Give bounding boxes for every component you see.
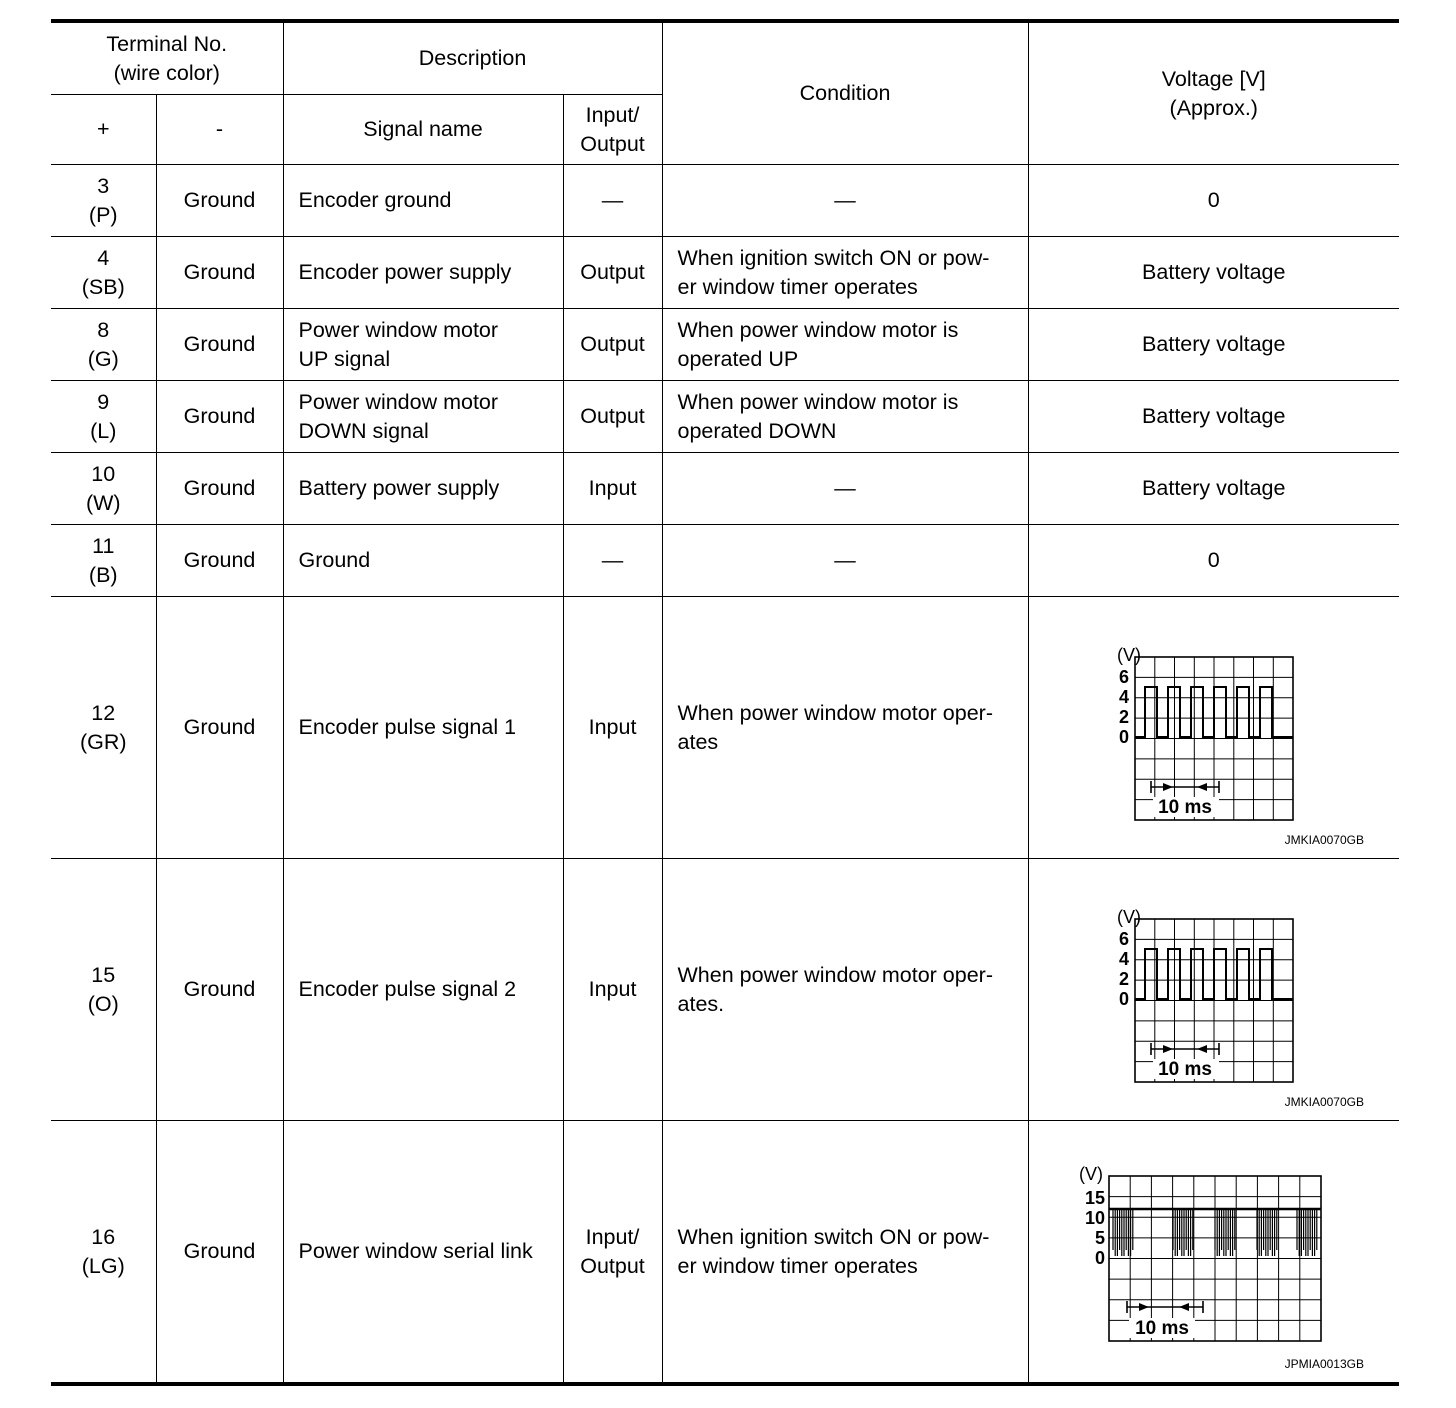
wire-color: (L)	[90, 418, 117, 443]
signal-name: Encoder pulse signal 1	[298, 715, 517, 739]
condition-cell	[662, 237, 1028, 309]
unit-label: (V)	[1116, 907, 1141, 927]
io-cell: Output	[563, 237, 662, 309]
condition-cell	[662, 381, 1028, 453]
io-cell: Output	[563, 381, 662, 453]
ground-cell: Ground	[156, 525, 283, 597]
ground-cell: Ground	[156, 1121, 283, 1385]
table-row	[51, 1121, 1399, 1385]
ground-cell: Ground	[156, 237, 283, 309]
figure-code: JMKIA0070GB	[1284, 1095, 1364, 1109]
voltage-cell: 0	[1028, 525, 1399, 597]
terminal-number: 9	[97, 389, 110, 414]
ground-cell: Ground	[156, 165, 283, 237]
signal-name-cell	[283, 597, 563, 859]
terminal-cell	[51, 309, 156, 381]
terminal-cell	[51, 859, 156, 1121]
wire-color: (B)	[88, 562, 118, 587]
terminal-cell	[51, 381, 156, 453]
terminal-cell	[51, 453, 156, 525]
condition-cell	[662, 597, 1028, 859]
y-tick-label: 4	[1118, 949, 1129, 969]
terminal-cell	[51, 165, 156, 237]
terminal-number: 10	[91, 461, 116, 486]
voltage-waveform-cell	[1028, 859, 1399, 1121]
io-text: Output	[580, 1253, 645, 1278]
signal-name-cell	[283, 1121, 563, 1385]
voltage-label: Voltage [V]	[1161, 66, 1266, 91]
signal-name-cell	[283, 309, 563, 381]
pulse-trace	[1135, 687, 1293, 737]
condition-header: Condition	[662, 21, 1028, 165]
table-row	[51, 859, 1399, 1121]
io-cell: Input	[563, 597, 662, 859]
io-cell: Input	[563, 453, 662, 525]
io-cell: —	[563, 165, 662, 237]
condition-cell: —	[662, 453, 1028, 525]
time-scale-label: 10 ms	[1157, 1059, 1212, 1080]
time-scale-label: 10 ms	[1134, 1318, 1189, 1339]
signal-name-cell	[283, 525, 563, 597]
terminal-number: 4	[97, 245, 110, 270]
oscilloscope-grid	[1109, 1176, 1321, 1341]
encoder-pulse-2-waveform	[1029, 859, 1400, 1120]
condition-text: When power window motor is	[677, 317, 959, 342]
condition-text: operated DOWN	[677, 418, 837, 443]
signal-name: Power window motor	[298, 389, 499, 414]
serial-bursts	[1109, 1209, 1321, 1256]
voltage-waveform-cell	[1028, 1121, 1399, 1385]
voltage-cell: Battery voltage	[1028, 237, 1399, 309]
signal-name: Encoder pulse signal 2	[298, 977, 517, 1001]
y-tick-label: 2	[1118, 969, 1129, 989]
signal-name-cell	[283, 237, 563, 309]
y-tick-label: 2	[1118, 707, 1129, 727]
ground-cell: Ground	[156, 381, 283, 453]
ground-cell: Ground	[156, 859, 283, 1121]
condition-text: ates	[677, 729, 719, 754]
table-row	[51, 309, 1399, 381]
description-header: Description	[283, 21, 662, 95]
signal-name: UP signal	[298, 346, 391, 371]
signal-name-header: Signal name	[283, 95, 563, 165]
minus-header: -	[156, 95, 283, 165]
y-tick-label: 4	[1118, 687, 1129, 707]
unit-label: (V)	[1116, 645, 1141, 665]
io-cell: Input	[563, 859, 662, 1121]
pulse-trace	[1135, 949, 1293, 999]
terminal-number: 11	[92, 533, 115, 558]
voltage-cell: Battery voltage	[1028, 453, 1399, 525]
serial-link-waveform	[1029, 1121, 1400, 1382]
ground-cell: Ground	[156, 309, 283, 381]
y-tick-label: 0	[1094, 1248, 1105, 1268]
table-row	[51, 381, 1399, 453]
voltage-cell: Battery voltage	[1028, 309, 1399, 381]
terminal-cell	[51, 597, 156, 859]
wire-color: (O)	[87, 991, 119, 1016]
condition-cell: —	[662, 525, 1028, 597]
terminal-no-header	[51, 21, 283, 95]
signal-name: Ground	[298, 548, 371, 572]
output-label: Output	[580, 131, 645, 156]
y-tick-label: 6	[1118, 667, 1129, 687]
signal-name-cell	[283, 165, 563, 237]
table-row	[51, 165, 1399, 237]
y-tick-label: 0	[1118, 727, 1129, 747]
signal-name-cell	[283, 859, 563, 1121]
figure-code: JMKIA0070GB	[1284, 833, 1364, 847]
wire-color: (P)	[88, 202, 118, 227]
input-output-header	[563, 95, 662, 165]
time-scale-marker	[1127, 1301, 1203, 1313]
terminal-number: 12	[91, 700, 116, 725]
signal-name: Encoder power supply	[298, 260, 512, 284]
terminal-cell	[51, 1121, 156, 1385]
condition-text: When power window motor oper-	[677, 700, 993, 725]
signal-name: DOWN signal	[298, 418, 429, 443]
time-scale-marker	[1151, 1043, 1219, 1055]
condition-text: er window timer operates	[677, 274, 918, 299]
condition-cell	[662, 859, 1028, 1121]
condition-text: er window timer operates	[677, 1253, 918, 1278]
y-tick-label: 10	[1084, 1208, 1105, 1228]
plus-header: +	[51, 95, 156, 165]
terminal-no-label: Terminal No.	[106, 31, 228, 56]
approx-label: (Approx.)	[1169, 95, 1258, 120]
terminal-number: 8	[97, 317, 110, 342]
y-tick-label: 15	[1084, 1188, 1105, 1208]
signal-name: Power window serial link	[298, 1239, 533, 1263]
unit-label: (V)	[1078, 1164, 1103, 1184]
wire-color-label: (wire color)	[113, 60, 220, 85]
wire-color: (G)	[87, 346, 119, 371]
condition-cell: —	[662, 165, 1028, 237]
condition-text: When power window motor oper-	[677, 962, 993, 987]
ground-cell: Ground	[156, 597, 283, 859]
figure-code: JPMIA0013GB	[1284, 1357, 1364, 1371]
condition-text: ates.	[677, 991, 725, 1016]
ground-cell: Ground	[156, 453, 283, 525]
y-tick-label: 0	[1118, 989, 1129, 1009]
signal-name-cell	[283, 381, 563, 453]
input-label: Input/	[585, 102, 640, 127]
table-row	[51, 525, 1399, 597]
io-cell: Output	[563, 309, 662, 381]
y-tick-label: 6	[1118, 929, 1129, 949]
condition-cell	[662, 1121, 1028, 1385]
wire-color: (SB)	[81, 274, 125, 299]
oscilloscope-grid	[1135, 657, 1293, 820]
signal-name: Power window motor	[298, 317, 499, 342]
signal-name-cell	[283, 453, 563, 525]
time-scale-label: 10 ms	[1157, 797, 1212, 818]
table-row	[51, 237, 1399, 309]
terminal-cell	[51, 237, 156, 309]
y-tick-label: 5	[1094, 1228, 1105, 1248]
encoder-pulse-1-waveform	[1029, 597, 1400, 858]
io-cell: —	[563, 525, 662, 597]
condition-text: When ignition switch ON or pow-	[677, 245, 990, 270]
terminal-number: 16	[91, 1224, 116, 1249]
voltage-header	[1028, 21, 1399, 165]
terminal-number: 15	[91, 962, 116, 987]
io-cell	[563, 1121, 662, 1385]
signal-name: Battery power supply	[298, 476, 500, 500]
terminal-number: 3	[97, 173, 110, 198]
condition-text: When power window motor is	[677, 389, 959, 414]
condition-text: operated UP	[677, 346, 799, 371]
table-row	[51, 453, 1399, 525]
terminal-spec-table	[51, 19, 1399, 1386]
signal-name: Encoder ground	[298, 188, 452, 212]
condition-text: When ignition switch ON or pow-	[677, 1224, 990, 1249]
voltage-cell: 0	[1028, 165, 1399, 237]
oscilloscope-grid	[1135, 919, 1293, 1082]
voltage-cell: Battery voltage	[1028, 381, 1399, 453]
voltage-waveform-cell	[1028, 597, 1399, 859]
wire-color: (W)	[85, 490, 121, 515]
terminal-cell	[51, 525, 156, 597]
condition-cell	[662, 309, 1028, 381]
wire-color: (GR)	[79, 729, 127, 754]
table-row	[51, 597, 1399, 859]
time-scale-marker	[1151, 781, 1219, 793]
io-text: Input/	[585, 1224, 640, 1249]
wire-color: (LG)	[81, 1253, 125, 1278]
